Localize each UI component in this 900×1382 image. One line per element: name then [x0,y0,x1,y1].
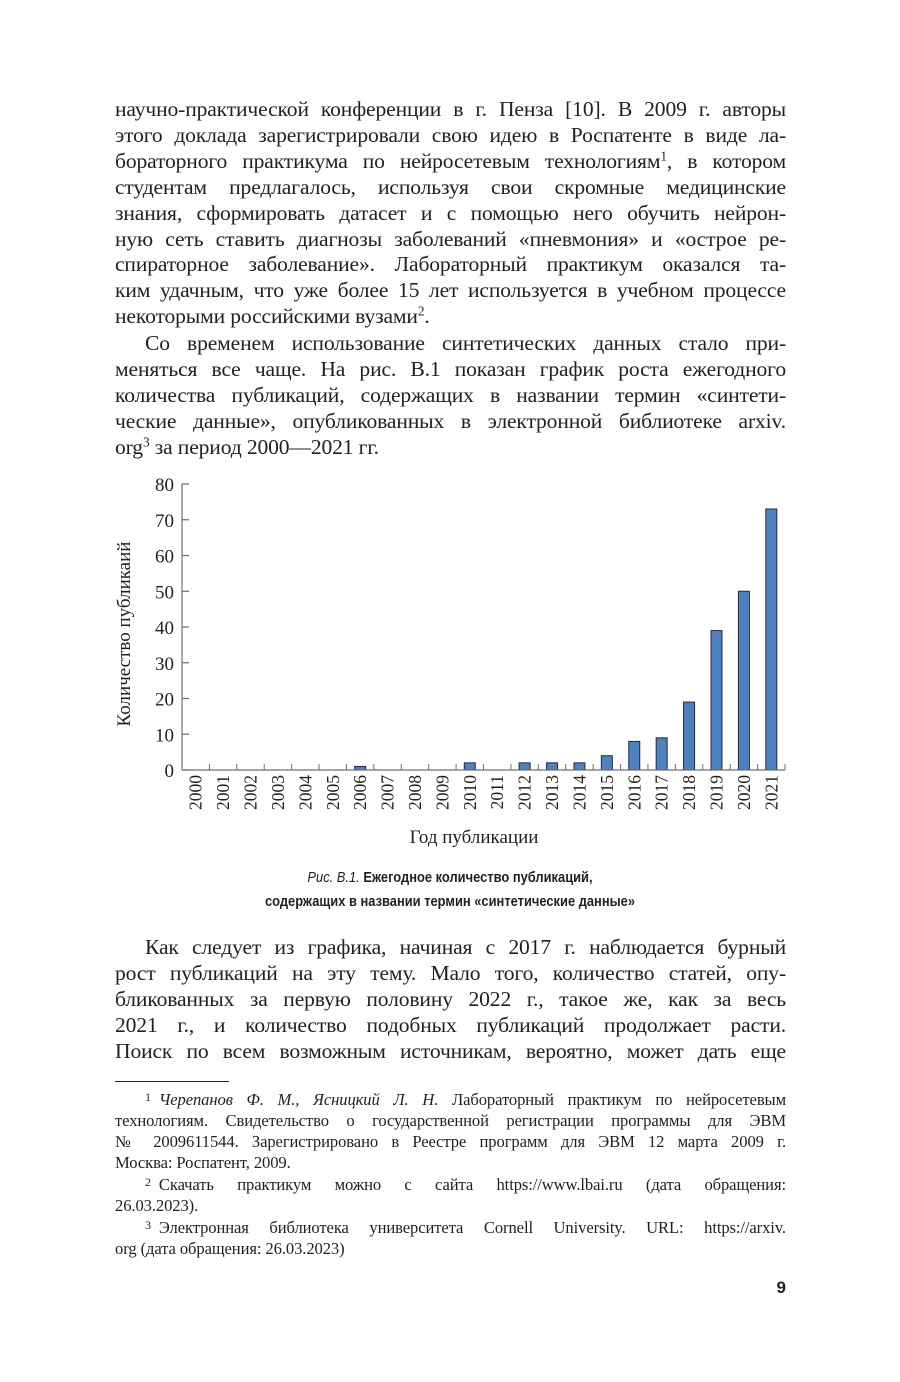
y-tick-label: 50 [155,582,174,604]
footnote-ref-2[interactable]: 2 [417,303,425,319]
text-line: студентам предлагалось, используя свои скромные медицинские [115,174,786,199]
footnote-divider [115,1081,229,1082]
x-tick-label: 2002 [240,775,261,810]
footnote-number: 1 [145,1090,151,1104]
x-tick-label: 2010 [459,775,480,810]
text-line: этого доклада зарегистрировали свою идею в Роспатенте в виде ла- [115,122,786,147]
text-line: бликованных за первую половину 2022 г., такое же, как за весь [115,986,786,1011]
footnote-number: 3 [145,1218,151,1232]
x-tick-label: 2000 [185,775,206,810]
x-tick-label: 2017 [651,775,672,810]
text-line: 2021 г., и количество подобных публикаций продолжает расти. [115,1012,786,1037]
bar-2017 [656,738,667,770]
x-axis [182,764,785,810]
text-line: Со временем использование синтетических данных стало при- [145,331,786,355]
y-tick-label: 30 [155,653,174,675]
footnote-ref-1[interactable]: 1 [660,148,667,164]
bar-2015 [601,756,612,770]
x-tick-label: 2007 [377,775,398,810]
bars [355,509,777,770]
text-line: ким удачным, что уже более 15 лет используется в учебном процессе [115,278,786,303]
x-tick-label: 2009 [432,775,453,810]
bar-2012 [519,763,530,770]
y-tick-label: 0 [164,761,174,782]
text-line: Как следует из графика, начиная с 2017 г. наблюдается бурный [145,935,786,959]
bar-2013 [547,763,558,770]
y-axis [155,475,189,782]
bar-chart [100,470,800,850]
footnote-number: 2 [145,1175,151,1189]
y-tick-label: 40 [155,618,174,639]
x-tick-label: 2012 [514,775,535,810]
footnote-ref-3[interactable]: 3 [142,434,150,450]
y-tick-label: 60 [155,546,174,568]
x-tick-label: 2019 [706,775,727,810]
y-tick-label: 70 [155,510,174,532]
text-line: бораторного практикума по нейросетевым технологиям$^1$, в котором [115,148,786,173]
paragraph-1 [115,97,786,330]
bar-2014 [574,763,585,770]
bar-2019 [711,631,722,770]
x-tick-label: 2013 [542,775,563,810]
x-tick-label: 2018 [679,775,700,810]
x-tick-label: 2005 [322,775,343,810]
x-tick-label: 2021 [761,775,782,810]
text-line: научно-практической конференции в г. Пенза [10]. В 2009 г. авторы [115,97,786,121]
footnote-3: $^3$ Электронная библиотека университета Cornell University. URL: https://arxiv. org (дата обращения: 26.03.2023) [115,1218,786,1258]
x-tick-label: 2016 [624,775,645,810]
y-axis-label: Количество публикаий [114,541,135,727]
footnote-1: $^1$ Черепанов Ф. М., Ясницкий Л. Н. Лабораторный практикум по нейросетевым технологиям. Свидетельство о государственной регистрации программы для ЭВМ № 2009611544. Зарегистрировано в Реестре программ для ЭВМ 12 марта 2009 г. Москва: Роспатент, 2009. [115,1090,786,1172]
page-number: 9 [776,1278,786,1297]
text-line: некоторыми российскими вузами$^2$. [115,303,430,329]
x-axis-label: Год публикации [409,827,539,848]
bar-2021 [766,509,777,770]
bar-2020 [738,591,749,770]
x-tick-label: 2004 [295,775,316,810]
text-line: ческие данные», опубликованных в электронной библиотеке arxiv. [115,408,786,433]
text-line: знания, сформировать датасет и с помощью него обучить нейрон- [115,200,786,225]
text-line: спираторное заболевание». Лабораторный практикум оказался та- [115,252,786,277]
x-tick-label: 2003 [267,775,288,810]
figure-label: Рис. В.1. [307,869,360,886]
x-tick-label: 2001 [213,775,234,810]
bar-2018 [684,702,695,770]
x-tick-label: 2020 [733,775,754,810]
footnote-link-text: Скачать практикум можно с сайта https://www.lbai.ru (дата обращения: [158,1175,786,1194]
text-line: ную сеть ставить диагнозы заболеваний «пневмония» и «острое ре- [115,226,786,251]
y-tick-label: 20 [155,689,174,711]
text-line: рост публикаций на эту тему. Мало того, количество статей, опу- [115,960,786,985]
text-line: Поиск по всем возможным источникам, вероятно, может дать еще [115,1038,786,1063]
x-tick-label: 2015 [596,775,617,810]
figure-caption: Рис. В.1. Ежегодное количество публикаций, содержащих в названии термин «синтетические данные» [264,869,636,910]
paragraph-3 [115,935,786,1065]
footnote-2: $^2$ Скачать практикум можно с сайта https://www.lbai.ru (дата обращения: 26.03.2023). [115,1175,786,1215]
x-tick-label: 2006 [350,775,371,810]
footnote-authors: Черепанов Ф. М., Ясницкий Л. Н. [158,1090,439,1109]
text-line: меняться все чаще. На рис. В.1 показан график роста ежегодного [115,356,786,381]
x-tick-label: 2014 [569,775,590,810]
text-line: количества публикаций, содержащих в названии термин «синтети- [115,382,786,407]
paragraph-2 [115,331,786,461]
x-tick-label: 2011 [487,775,508,810]
y-tick-label: 10 [155,725,174,747]
bar-2010 [464,763,475,770]
bar-2016 [629,741,640,770]
text-line: org$^3$ за период 2000—2021 гг. [115,434,379,459]
x-tick-label: 2008 [404,775,425,810]
y-tick-label: 80 [155,475,174,496]
